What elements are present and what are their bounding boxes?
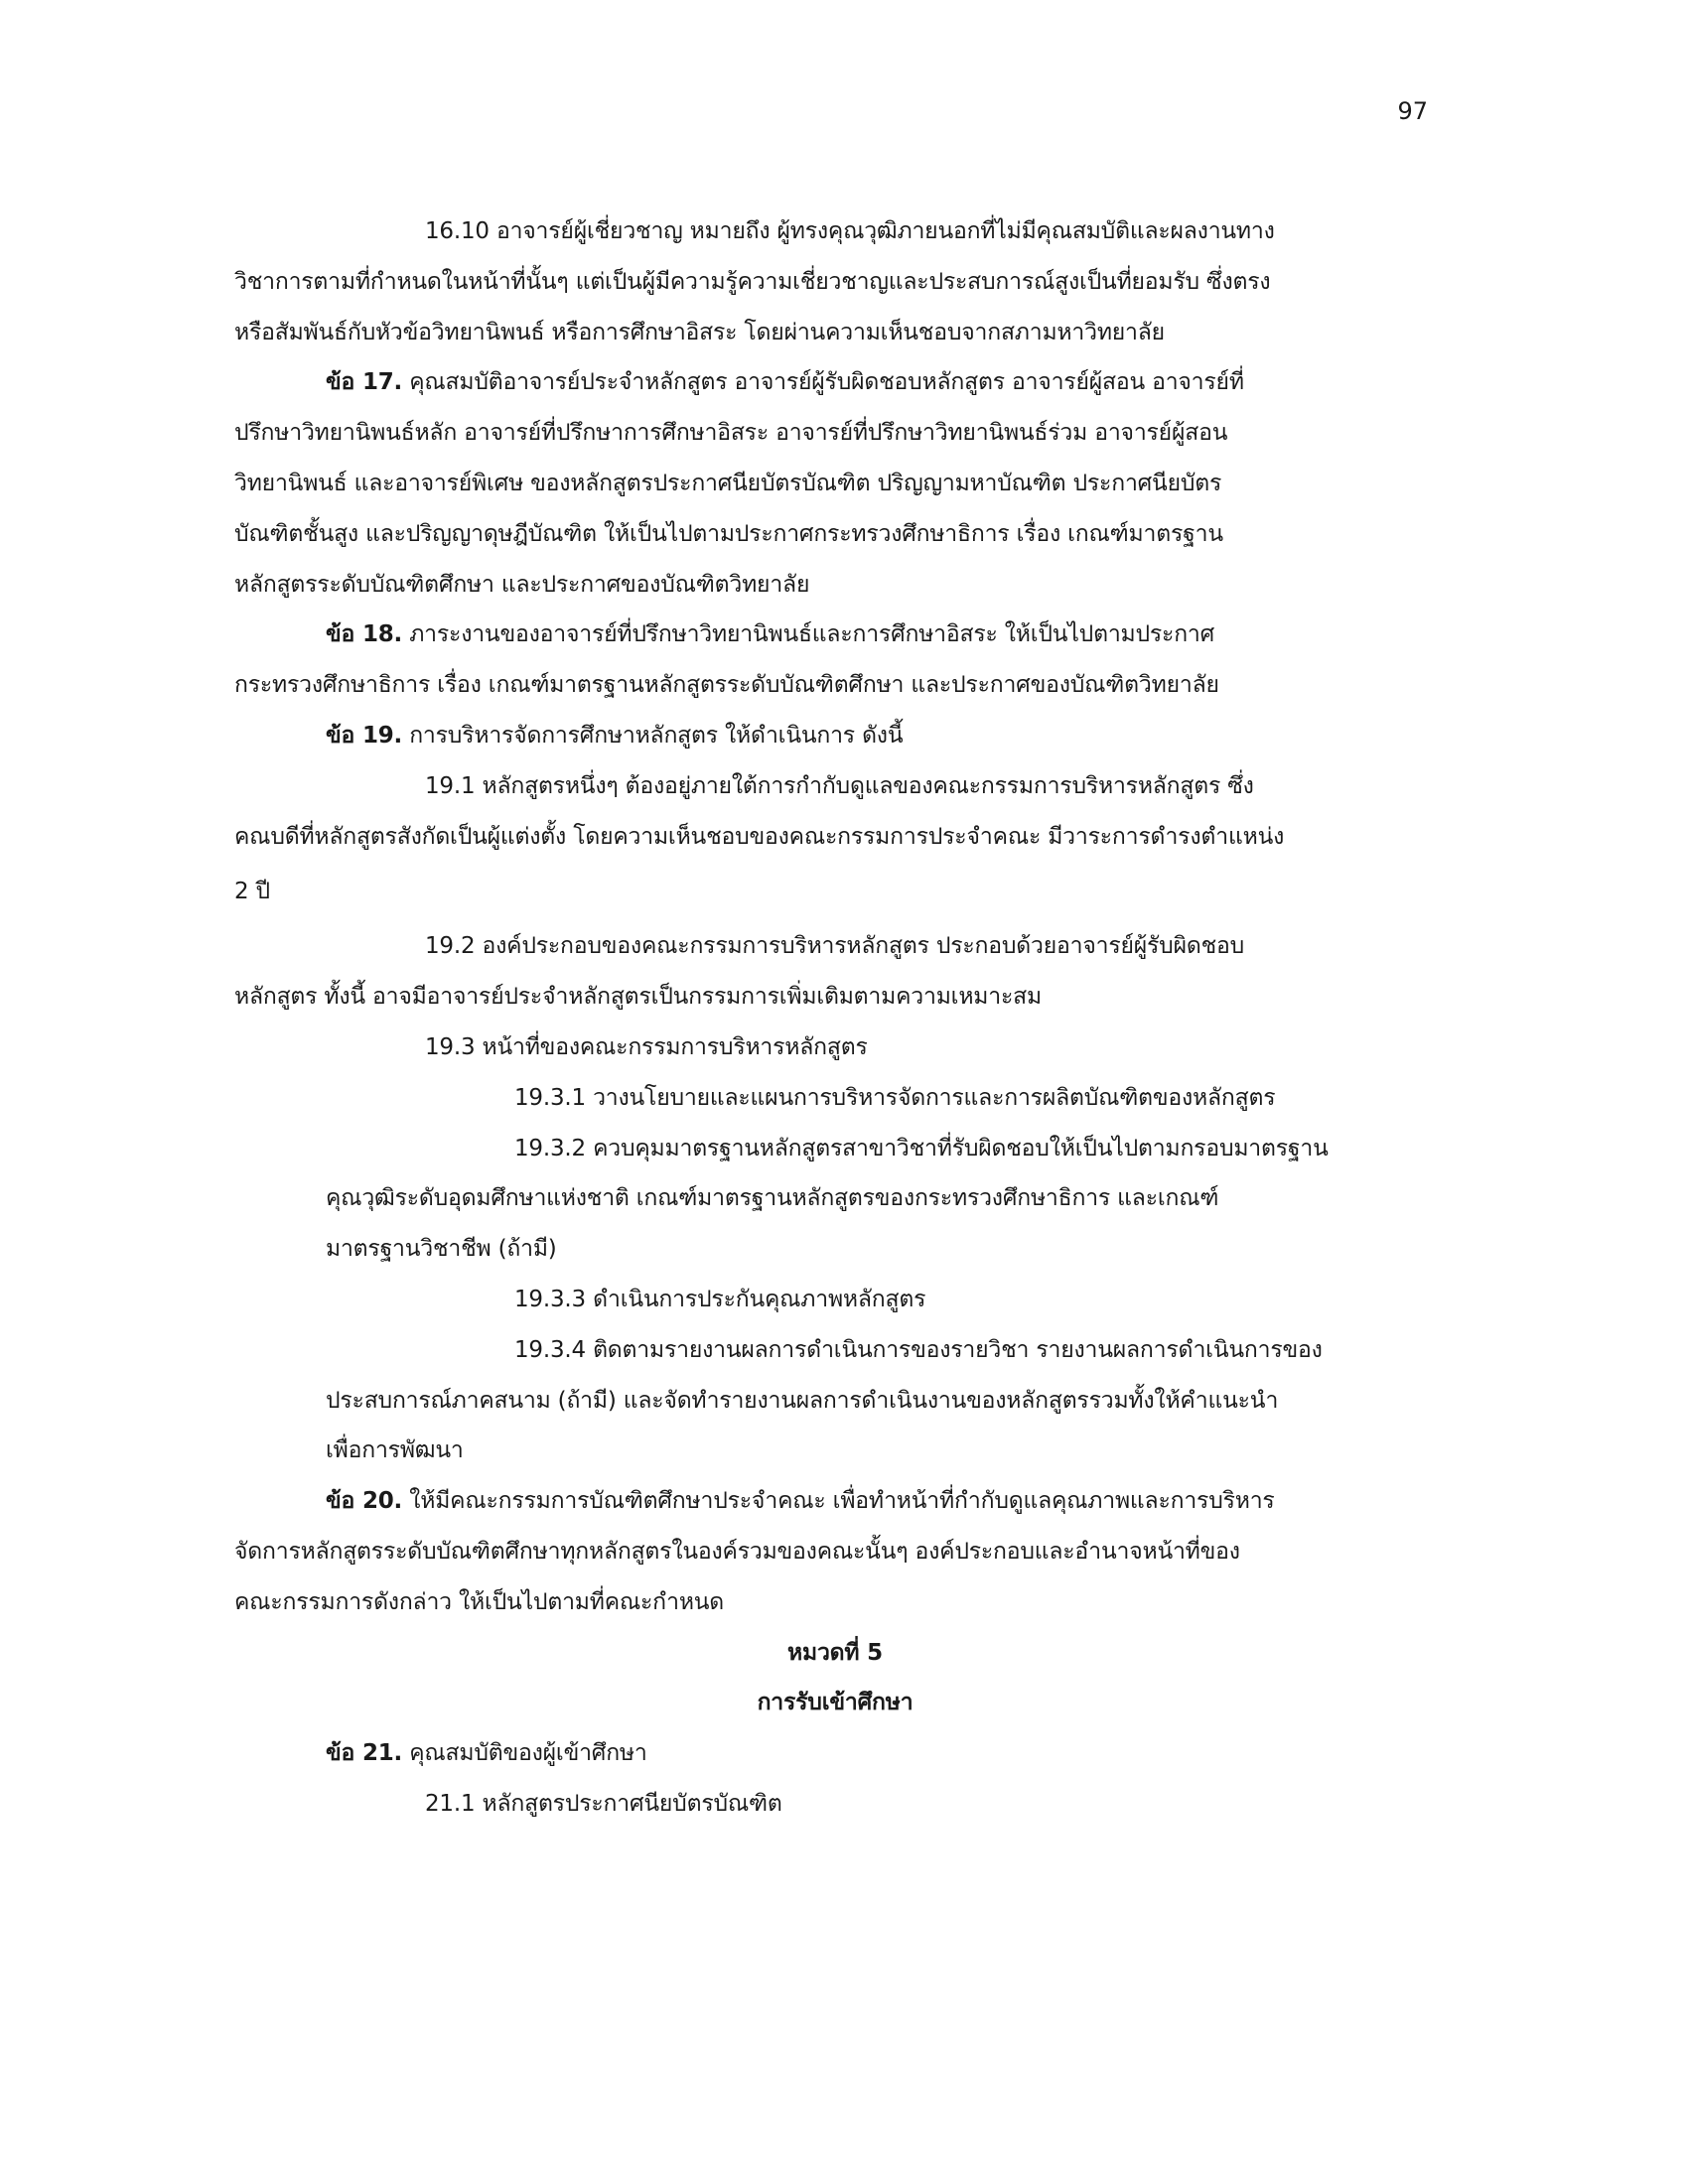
paragraph-line: เพื่อการพัฒนา (326, 1437, 464, 1464)
paragraph-line: กระทรวงศึกษาธิการ เรื่อง เกณฑ์มาตรฐานหลักสูตรระดับบัณฑิตศึกษา และประกาศของบัณฑิตวิทยาลัย (234, 672, 1219, 699)
clause-heading-line: ข้อ 21. คุณสมบัติของผู้เข้าศึกษา (326, 1740, 647, 1767)
clause-heading-line: ข้อ 19. การบริหารจัดการศึกษาหลักสูตร ให้ดำเนินการ ดังนี้ (326, 722, 904, 749)
clause-number: ข้อ 21. (326, 1740, 403, 1767)
clause-number: ข้อ 19. (326, 722, 403, 749)
paragraph-line: 19.3.4 ติดตามรายงานผลการดำเนินการของรายวิชา รายงานผลการดำเนินการของ (514, 1336, 1323, 1363)
paragraph-line: วิทยานิพนธ์ และอาจารย์พิเศษ ของหลักสูตรประกาศนียบัตรบัณฑิต ปริญญามหาบัณฑิต ประกาศนียบัตร (234, 470, 1222, 496)
clause-number: ข้อ 18. (326, 621, 403, 648)
paragraph-line: บัณฑิตชั้นสูง และปริญญาดุษฎีบัณฑิต ให้เป็นไปตามประกาศกระทรวงศึกษาธิการ เรื่อง เกณฑ์มาตรฐาน (234, 520, 1223, 547)
chapter-title: การรับเข้าศึกษา (757, 1690, 914, 1716)
paragraph-line: ปรึกษาวิทยานิพนธ์หลัก อาจารย์ที่ปรึกษาการศึกษาอิสระ อาจารย์ที่ปรึกษาวิทยานิพนธ์ร่วม อาจารย์ผู้สอน (234, 420, 1228, 447)
paragraph-line: ประสบการณ์ภาคสนาม (ถ้ามี) และจัดทำรายงานผลการดำเนินงานของหลักสูตรรวมทั้งให้คำแนะนำ (326, 1387, 1279, 1414)
clause-number: ข้อ 20. (326, 1488, 403, 1515)
paragraph-line: 19.3.3 ดำเนินการประกันคุณภาพหลักสูตร (514, 1286, 926, 1312)
paragraph-line: หลักสูตร ทั้งนี้ อาจมีอาจารย์ประจำหลักสูตรเป็นกรรมการเพิ่มเติมตามความเหมาะสม (234, 984, 1042, 1011)
paragraph-line: วิชาการตามที่กำหนดในหน้าที่นั้นๆ แต่เป็นผู้มีความรู้ความเชี่ยวชาญและประสบการณ์สูงเป็นที่ยอมรับ ซึ่งตรง (234, 268, 1271, 295)
paragraph-line: 19.3.1 วางนโยบายและแผนการบริหารจัดการและการผลิตบัณฑิตของหลักสูตร (514, 1084, 1276, 1111)
chapter-heading: หมวดที่ 5 (787, 1639, 883, 1666)
clause-heading-line: ข้อ 17. คุณสมบัติอาจารย์ประจำหลักสูตร อาจารย์ผู้รับผิดชอบหลักสูตร อาจารย์ผู้สอน อาจารย์ที่ (326, 369, 1244, 396)
paragraph-line: 21.1 หลักสูตรประกาศนียบัตรบัณฑิต (425, 1790, 782, 1817)
paragraph-line: 19.2 องค์ประกอบของคณะกรรมการบริหารหลักสูตร ประกอบด้วยอาจารย์ผู้รับผิดชอบ (425, 933, 1245, 960)
paragraph-line: คณบดีที่หลักสูตรสังกัดเป็นผู้แต่งตั้ง โดยความเห็นชอบของคณะกรรมการประจำคณะ มีวาระการดำรงตำแหน่ง (234, 823, 1285, 850)
paragraph-line: 2 ปี (234, 879, 270, 905)
clause-heading-line: ข้อ 20. ให้มีคณะกรรมการบัณฑิตศึกษาประจำคณะ เพื่อทำหน้าที่กำกับดูแลคุณภาพและการบริหาร (326, 1488, 1275, 1515)
paragraph-line: มาตรฐานวิชาชีพ (ถ้ามี) (326, 1236, 557, 1263)
paragraph-line: 19.1 หลักสูตรหนึ่งๆ ต้องอยู่ภายใต้การกำกับดูแลของคณะกรรมการบริหารหลักสูตร ซึ่ง (425, 772, 1254, 799)
clause-number: ข้อ 17. (326, 369, 403, 396)
page-number: 97 (1397, 97, 1428, 125)
paragraph-line: หรือสัมพันธ์กับหัวข้อวิทยานิพนธ์ หรือการศึกษาอิสระ โดยผ่านความเห็นชอบจากสภามหาวิทยาลัย (234, 319, 1165, 345)
paragraph-line: 19.3.2 ควบคุมมาตรฐานหลักสูตรสาขาวิชาที่รับผิดชอบให้เป็นไปตามกรอบมาตรฐาน (514, 1135, 1329, 1161)
paragraph-line: 16.10 อาจารย์ผู้เชี่ยวชาญ หมายถึง ผู้ทรงคุณวุฒิภายนอกที่ไม่มีคุณสมบัติและผลงานทาง (425, 218, 1275, 244)
paragraph-line: หลักสูตรระดับบัณฑิตศึกษา และประกาศของบัณฑิตวิทยาลัย (234, 571, 810, 598)
paragraph-line: คุณวุฒิระดับอุดมศึกษาแห่งชาติ เกณฑ์มาตรฐานหลักสูตรของกระทรวงศึกษาธิการ และเกณฑ์ (326, 1185, 1219, 1212)
paragraph-line: คณะกรรมการดังกล่าว ให้เป็นไปตามที่คณะกำหนด (234, 1588, 725, 1615)
paragraph-line: จัดการหลักสูตรระดับบัณฑิตศึกษาทุกหลักสูตรในองค์รวมของคณะนั้นๆ องค์ประกอบและอำนาจหน้าที่ของ (234, 1538, 1240, 1565)
paragraph-line: 19.3 หน้าที่ของคณะกรรมการบริหารหลักสูตร (425, 1033, 868, 1060)
document-body (234, 206, 1436, 1830)
clause-heading-line: ข้อ 18. ภาระงานของอาจารย์ที่ปรึกษาวิทยานิพนธ์และการศึกษาอิสระ ให้เป็นไปตามประกาศ (326, 621, 1215, 648)
